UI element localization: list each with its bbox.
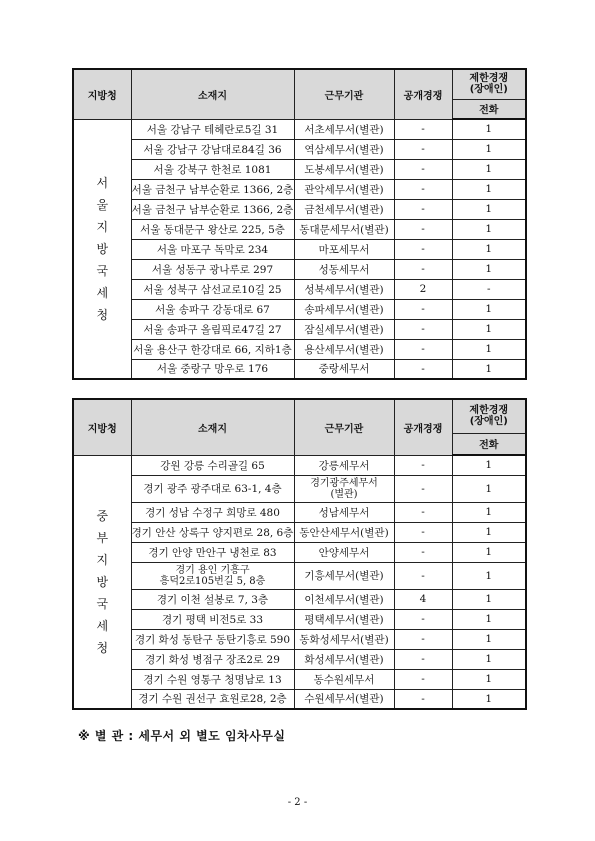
table-row — [73, 455, 526, 475]
header-phone: 전화 — [452, 433, 526, 455]
office-cell: 도봉세무서(별관) — [294, 159, 394, 179]
open-competition-cell: - — [394, 562, 452, 589]
header-region: 지방청 — [73, 69, 131, 119]
phone-cell: 1 — [452, 339, 526, 359]
address-cell: 경기 평택 비전5로 33 — [131, 609, 294, 629]
office-cell: 관악세무서(별관) — [294, 179, 394, 199]
open-competition-cell: - — [394, 649, 452, 669]
table-row — [73, 542, 526, 562]
region-char: 방 — [96, 574, 109, 589]
open-competition-cell: - — [394, 299, 452, 319]
office-cell: 기흥세무서(별관) — [294, 562, 394, 589]
address-cell: 강원 강릉 수리골길 65 — [131, 455, 294, 475]
address-cell: 서울 중랑구 망우로 176 — [131, 359, 294, 379]
table-row — [73, 359, 526, 379]
address-cell: 경기 용인 기흥구 흥덕2로105번길 5, 8층 — [131, 562, 294, 589]
table-row — [73, 339, 526, 359]
office-cell: 용산세무서(별관) — [294, 339, 394, 359]
phone-cell: 1 — [452, 609, 526, 629]
region-char: 청 — [96, 307, 109, 322]
table-row — [73, 609, 526, 629]
address-cell: 경기 안양 만안구 냉천로 83 — [131, 542, 294, 562]
phone-cell: 1 — [452, 199, 526, 219]
table-row — [73, 279, 526, 299]
phone-cell: 1 — [452, 319, 526, 339]
office-cell: 잠실세무서(별관) — [294, 319, 394, 339]
region-char: 지 — [96, 552, 109, 567]
address-cell: 경기 성남 수정구 희망로 480 — [131, 502, 294, 522]
region-char: 서 — [96, 175, 109, 190]
header-address: 소재지 — [131, 69, 294, 119]
open-competition-cell: - — [394, 139, 452, 159]
office-cell: 평택세무서(별관) — [294, 609, 394, 629]
region-char: 울 — [96, 197, 109, 212]
region-char: 방 — [96, 241, 109, 256]
table-row — [73, 219, 526, 239]
open-competition-cell: - — [394, 669, 452, 689]
office-cell: 금천세무서(별관) — [294, 199, 394, 219]
header-limited-competition: 제한경쟁 (장애인) — [452, 69, 526, 99]
address-cell: 서울 동대문구 왕산로 225, 5층 — [131, 219, 294, 239]
table-row — [73, 199, 526, 219]
phone-cell: 1 — [452, 179, 526, 199]
jungbu-office-table — [72, 398, 527, 710]
table-row — [73, 475, 526, 502]
open-competition-cell: - — [394, 179, 452, 199]
office-cell: 안양세무서 — [294, 542, 394, 562]
phone-cell: 1 — [452, 689, 526, 709]
header-office: 근무기관 — [294, 69, 394, 119]
phone-cell: 1 — [452, 219, 526, 239]
open-competition-cell: - — [394, 119, 452, 139]
phone-cell: 1 — [452, 475, 526, 502]
region-name-cell — [73, 119, 131, 379]
phone-cell: 1 — [452, 502, 526, 522]
phone-cell: 1 — [452, 522, 526, 542]
phone-cell: 1 — [452, 629, 526, 649]
region-char: 지 — [96, 219, 109, 234]
region-char: 중 — [96, 508, 109, 523]
region-name-cell — [73, 455, 131, 709]
header-open-competition: 공개경쟁 — [394, 69, 452, 119]
open-competition-cell: 4 — [394, 589, 452, 609]
header-office: 근무기관 — [294, 399, 394, 455]
table-row — [73, 562, 526, 589]
open-competition-cell: 2 — [394, 279, 452, 299]
office-cell: 이천세무서(별관) — [294, 589, 394, 609]
office-cell: 성남세무서 — [294, 502, 394, 522]
address-cell: 서울 금천구 남부순환로 1366, 2층 — [131, 199, 294, 219]
office-cell: 역삼세무서(별관) — [294, 139, 394, 159]
address-cell: 서울 강북구 한천로 1081 — [131, 159, 294, 179]
region-char: 국 — [96, 596, 109, 611]
table-row — [73, 689, 526, 709]
office-cell: 동화성세무서(별관) — [294, 629, 394, 649]
open-competition-cell: - — [394, 689, 452, 709]
address-cell: 서울 마포구 독막로 234 — [131, 239, 294, 259]
address-cell: 서울 강남구 강남대로84길 36 — [131, 139, 294, 159]
open-competition-cell: - — [394, 455, 452, 475]
phone-cell: 1 — [452, 159, 526, 179]
phone-cell: 1 — [452, 455, 526, 475]
seoul-office-table — [72, 68, 527, 380]
office-cell: 서초세무서(별관) — [294, 119, 394, 139]
phone-cell: 1 — [452, 589, 526, 609]
header-address: 소재지 — [131, 399, 294, 455]
phone-cell: 1 — [452, 139, 526, 159]
phone-cell: 1 — [452, 359, 526, 379]
office-cell: 성동세무서 — [294, 259, 394, 279]
region-char: 세 — [96, 285, 109, 300]
address-cell: 서울 용산구 한강대로 66, 지하1층 — [131, 339, 294, 359]
open-competition-cell: - — [394, 522, 452, 542]
office-cell: 수원세무서(별관) — [294, 689, 394, 709]
open-competition-cell: - — [394, 159, 452, 179]
table-row — [73, 259, 526, 279]
address-cell: 경기 광주 광주대로 63-1, 4층 — [131, 475, 294, 502]
phone-cell: 1 — [452, 239, 526, 259]
region-char: 청 — [96, 640, 109, 655]
office-cell: 경기광주세무서 (별관) — [294, 475, 394, 502]
region-char: 부 — [96, 530, 109, 545]
table-row — [73, 589, 526, 609]
table-row — [73, 502, 526, 522]
office-cell: 동안산세무서(별관) — [294, 522, 394, 542]
open-competition-cell: - — [394, 319, 452, 339]
address-cell: 서울 성동구 광나루로 297 — [131, 259, 294, 279]
phone-cell: 1 — [452, 542, 526, 562]
open-competition-cell: - — [394, 219, 452, 239]
address-cell: 서울 강남구 테헤란로5길 31 — [131, 119, 294, 139]
address-cell: 경기 이천 설봉로 7, 3층 — [131, 589, 294, 609]
address-cell: 경기 화성 병점구 장조2로 29 — [131, 649, 294, 669]
office-cell: 동대문세무서(별관) — [294, 219, 394, 239]
office-cell: 송파세무서(별관) — [294, 299, 394, 319]
address-cell: 경기 화성 동탄구 동탄기흥로 590 — [131, 629, 294, 649]
office-cell: 성북세무서(별관) — [294, 279, 394, 299]
phone-cell: 1 — [452, 299, 526, 319]
region-char: 국 — [96, 263, 109, 278]
phone-cell: 1 — [452, 562, 526, 589]
office-cell: 동수원세무서 — [294, 669, 394, 689]
address-cell: 서울 금천구 남부순환로 1366, 2층 — [131, 179, 294, 199]
office-cell: 강릉세무서 — [294, 455, 394, 475]
table-row — [73, 319, 526, 339]
table-row — [73, 649, 526, 669]
table-row — [73, 119, 526, 139]
annex-note: ※ 별 관 : 세무서 외 별도 임차사무실 — [78, 729, 286, 743]
address-cell: 서울 송파구 강동대로 67 — [131, 299, 294, 319]
table-row — [73, 239, 526, 259]
open-competition-cell: - — [394, 629, 452, 649]
table-row — [73, 299, 526, 319]
open-competition-cell: - — [394, 259, 452, 279]
region-char: 세 — [96, 618, 109, 633]
office-cell: 중랑세무서 — [294, 359, 394, 379]
open-competition-cell: - — [394, 502, 452, 522]
address-cell: 서울 송파구 올림픽로47길 27 — [131, 319, 294, 339]
office-cell: 마포세무서 — [294, 239, 394, 259]
page-number: - 2 - — [287, 797, 308, 808]
header-phone: 전화 — [452, 99, 526, 119]
open-competition-cell: - — [394, 199, 452, 219]
table-row — [73, 139, 526, 159]
table-row — [73, 669, 526, 689]
header-region: 지방청 — [73, 399, 131, 455]
table-row — [73, 629, 526, 649]
table-row — [73, 159, 526, 179]
open-competition-cell: - — [394, 609, 452, 629]
address-cell: 경기 수원 권선구 효원로28, 2층 — [131, 689, 294, 709]
phone-cell: 1 — [452, 259, 526, 279]
table-row — [73, 179, 526, 199]
open-competition-cell: - — [394, 239, 452, 259]
header-limited-competition: 제한경쟁 (장애인) — [452, 399, 526, 433]
open-competition-cell: - — [394, 339, 452, 359]
phone-cell: 1 — [452, 119, 526, 139]
address-cell: 경기 안산 상록구 양지편로 28, 6층 — [131, 522, 294, 542]
phone-cell: - — [452, 279, 526, 299]
address-cell: 경기 수원 영통구 청명남로 13 — [131, 669, 294, 689]
phone-cell: 1 — [452, 649, 526, 669]
open-competition-cell: - — [394, 475, 452, 502]
open-competition-cell: - — [394, 542, 452, 562]
open-competition-cell: - — [394, 359, 452, 379]
table-row — [73, 522, 526, 542]
phone-cell: 1 — [452, 669, 526, 689]
header-open-competition: 공개경쟁 — [394, 399, 452, 455]
office-cell: 화성세무서(별관) — [294, 649, 394, 669]
address-cell: 서울 성북구 삼선교로10길 25 — [131, 279, 294, 299]
